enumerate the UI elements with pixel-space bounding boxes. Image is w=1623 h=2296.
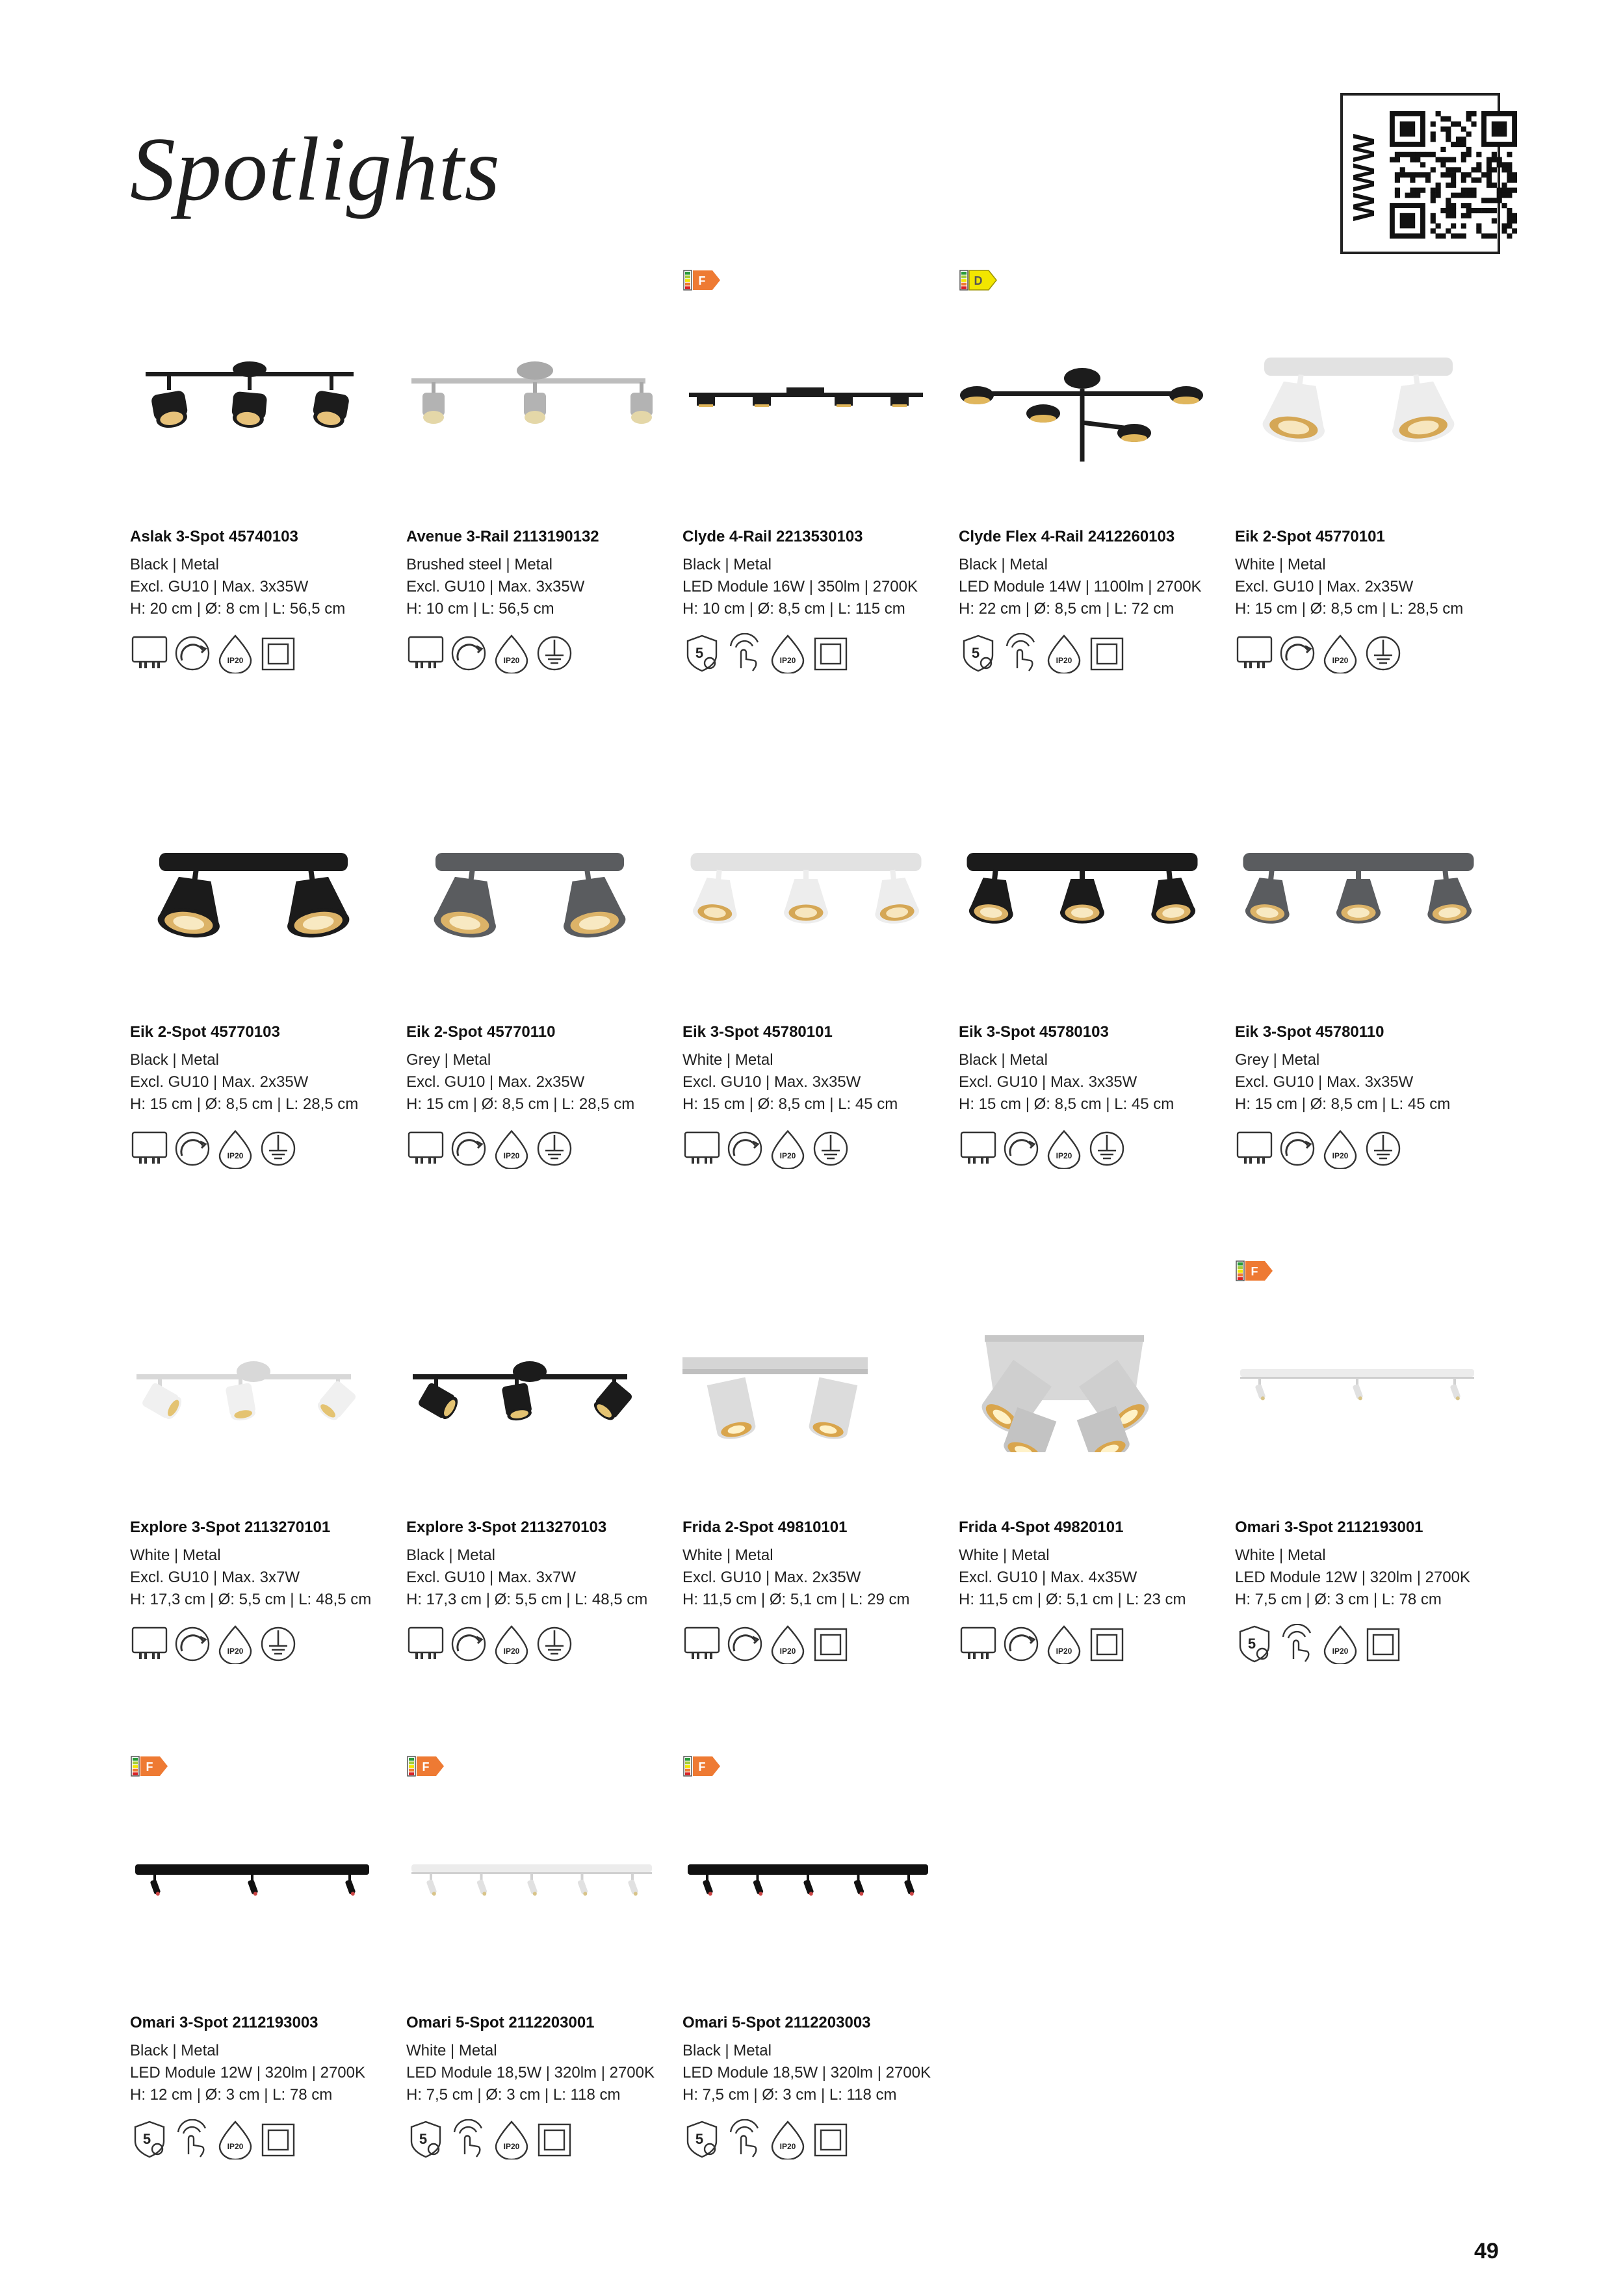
energy-badge [682,1755,760,1777]
gu10-bulb-icon [1235,1128,1274,1169]
spec-line: H: 12 cm | Ø: 3 cm | L: 78 cm [130,2086,333,2104]
product-specs [959,554,1202,620]
product-image[interactable] [130,332,377,462]
spec-line: Black | Metal [130,556,219,573]
product-name[interactable]: Frida 4-Spot 49820101 [959,1519,1124,1536]
spec-line: Grey | Metal [406,1051,491,1069]
svg-text:IP20: IP20 [1332,1151,1349,1160]
ip20-icon [492,633,531,673]
qr-code-box[interactable] [1340,93,1500,254]
warranty-5-icon [959,633,998,673]
spec-line: H: 15 cm | Ø: 8,5 cm | L: 45 cm [1235,1095,1451,1113]
product-image[interactable] [1235,827,1482,957]
fixture-drawing [130,1818,377,1948]
warranty-5-icon [682,633,721,673]
spec-line: Excl. GU10 | Max. 4x35W [959,1569,1137,1586]
spec-line: H: 17,3 cm | Ø: 5,5 cm | L: 48,5 cm [130,1591,372,1608]
svg-text:5: 5 [1247,1636,1256,1652]
spec-line: H: 7,5 cm | Ø: 3 cm | L: 118 cm [682,2086,897,2104]
product-image[interactable] [406,1818,653,1948]
class2-icon [1087,1624,1126,1664]
dimmer-icon [1278,633,1317,673]
svg-text:IP20: IP20 [227,2142,244,2151]
spec-line: Brushed steel | Metal [406,556,553,573]
www-label-box [1347,132,1381,222]
product-image[interactable] [682,827,929,957]
product-specs [406,1545,647,1611]
fixture-drawing [1235,332,1482,462]
dimmer-icon [449,1128,488,1169]
fixture-drawing [130,332,377,462]
www-label: WWW [1347,132,1381,222]
product-image[interactable] [406,1322,653,1452]
fixture-drawing [406,1322,653,1452]
fixture-drawing [406,1818,653,1948]
product-name[interactable]: Omari 5-Spot 2112203001 [406,2014,595,2031]
product-name[interactable]: Clyde 4-Rail 2213530103 [682,528,863,545]
product-name[interactable]: Omari 3-Spot 2112193003 [130,2014,318,2031]
svg-text:IP20: IP20 [503,2142,520,2151]
dimmer-icon [1002,1128,1041,1169]
spec-line: H: 20 cm | Ø: 8 cm | L: 56,5 cm [130,600,346,618]
product-specs [406,2040,655,2106]
spec-line: H: 15 cm | Ø: 8,5 cm | L: 28,5 cm [130,1095,359,1113]
energy-label-F [406,1755,484,1777]
spec-line: LED Module 12W | 320lm | 2700K [1235,1569,1470,1586]
svg-text:IP20: IP20 [779,1647,796,1656]
energy-badge [959,269,1037,291]
spec-line: Excl. GU10 | Max. 2x35W [682,1569,861,1586]
product-image[interactable] [682,332,929,462]
fixture-drawing [959,332,1206,462]
dimmer-icon [725,1624,764,1664]
spec-line: Excl. GU10 | Max. 3x35W [1235,1073,1414,1091]
spec-line: Excl. GU10 | Max. 2x35W [1235,578,1414,595]
earth-icon [535,1624,574,1664]
svg-text:D: D [974,274,983,287]
svg-text:F: F [698,274,706,287]
product-specs [682,2040,931,2106]
spec-line: Excl. GU10 | Max. 3x35W [406,578,585,595]
feature-icons [682,2119,850,2162]
gu10-bulb-icon [959,1624,998,1664]
gu10-bulb-icon [959,1128,998,1169]
feature-icons [130,1624,298,1667]
product-name[interactable]: Omari 3-Spot 2112193001 [1235,1519,1423,1536]
gu10-bulb-icon [406,633,445,673]
earth-icon [811,1128,850,1169]
ip20-icon [216,633,255,673]
touch-dim-icon [1002,633,1041,673]
spec-line: White | Metal [959,1546,1050,1564]
spec-line: Black | Metal [959,556,1048,573]
spec-line: White | Metal [130,1546,221,1564]
gu10-bulb-icon [682,1128,721,1169]
qr-code-icon [1390,111,1517,239]
feature-icons [959,1624,1126,1667]
earth-icon [1087,1128,1126,1169]
product-specs [1235,554,1463,620]
spec-line: Excl. GU10 | Max. 3x35W [130,578,309,595]
energy-label-F [1235,1260,1313,1282]
feature-icons [406,1128,574,1171]
touch-dim-icon [449,2119,488,2159]
touch-dim-icon [173,2119,212,2159]
energy-badge [1235,1260,1313,1282]
feature-icons [1235,633,1403,676]
svg-text:IP20: IP20 [503,1647,520,1656]
svg-text:F: F [698,1760,706,1773]
ip20-icon [768,633,807,673]
product-specs [406,1049,634,1115]
feature-icons [130,2119,298,2162]
gu10-bulb-icon [130,1128,169,1169]
feature-icons [406,2119,574,2162]
product-specs [130,1545,371,1611]
earth-icon [535,633,574,673]
touch-dim-icon [1278,1624,1317,1664]
spec-line: White | Metal [682,1546,773,1564]
earth-icon [535,1128,574,1169]
class2-icon [811,1624,850,1664]
ip20-icon [1321,1624,1360,1664]
dimmer-icon [173,1624,212,1664]
svg-text:5: 5 [695,645,704,661]
spec-line: Excl. GU10 | Max. 3x35W [959,1073,1137,1091]
spec-line: Excl. GU10 | Max. 2x35W [130,1073,309,1091]
feature-icons [682,1624,850,1667]
fixture-drawing [130,1322,377,1452]
product-name[interactable]: Explore 3-Spot 2113270101 [130,1519,331,1536]
spec-line: H: 15 cm | Ø: 8,5 cm | L: 28,5 cm [406,1095,635,1113]
warranty-5-icon [130,2119,169,2159]
svg-text:5: 5 [419,2131,428,2147]
fixture-drawing [682,332,929,462]
gu10-bulb-icon [682,1624,721,1664]
energy-label-F [682,269,760,291]
feature-icons [130,633,298,676]
earth-icon [259,1128,298,1169]
product-name[interactable]: Avenue 3-Rail 2113190132 [406,528,599,545]
svg-text:IP20: IP20 [779,2142,796,2151]
ip20-icon [1321,1128,1360,1169]
spec-line: Black | Metal [130,1051,219,1069]
warranty-5-icon [406,2119,445,2159]
ip20-icon [768,2119,807,2159]
product-image[interactable] [406,827,653,957]
spec-line: Excl. GU10 | Max. 3x35W [682,1073,861,1091]
fixture-drawing [682,1322,929,1452]
product-name[interactable]: Eik 2-Spot 45770103 [130,1023,280,1041]
product-image[interactable] [959,332,1206,462]
fixture-drawing [959,1322,1206,1452]
svg-text:IP20: IP20 [1056,656,1072,665]
feature-icons [682,1128,850,1171]
feature-icons [1235,1128,1403,1171]
spec-line: H: 15 cm | Ø: 8,5 cm | L: 45 cm [682,1095,898,1113]
ip20-icon [216,1624,255,1664]
ip20-icon [768,1128,807,1169]
class2-icon [811,633,850,673]
product-specs [682,1545,909,1611]
spec-line: Black | Metal [682,556,772,573]
spec-line: Excl. GU10 | Max. 2x35W [406,1073,585,1091]
spec-line: LED Module 18,5W | 320lm | 2700K [406,2064,655,2081]
spec-line: LED Module 12W | 320lm | 2700K [130,2064,365,2081]
svg-text:5: 5 [142,2131,151,2147]
fixture-drawing [406,332,653,462]
product-image[interactable] [1235,1322,1482,1452]
svg-text:5: 5 [971,645,980,661]
ip20-icon [216,2119,255,2159]
spec-line: H: 7,5 cm | Ø: 3 cm | L: 78 cm [1235,1591,1442,1608]
product-specs [130,2040,365,2106]
gu10-bulb-icon [130,1624,169,1664]
earth-icon [1364,1128,1403,1169]
svg-text:IP20: IP20 [503,1151,520,1160]
product-specs [1235,1545,1470,1611]
dimmer-icon [1278,1128,1317,1169]
svg-text:5: 5 [695,2131,704,2147]
spec-line: H: 11,5 cm | Ø: 5,1 cm | L: 29 cm [682,1591,910,1608]
spec-line: H: 22 cm | Ø: 8,5 cm | L: 72 cm [959,600,1175,618]
spec-line: H: 15 cm | Ø: 8,5 cm | L: 28,5 cm [1235,600,1464,618]
ip20-icon [1321,633,1360,673]
product-name[interactable]: Clyde Flex 4-Rail 2412260103 [959,528,1175,545]
fixture-drawing [130,827,377,957]
svg-text:IP20: IP20 [227,656,244,665]
class2-icon [811,2119,850,2159]
product-name[interactable]: Eik 3-Spot 45780103 [959,1023,1109,1041]
class2-icon [535,2119,574,2159]
svg-text:IP20: IP20 [1332,1647,1349,1656]
class2-icon [1087,633,1126,673]
product-name[interactable]: Frida 2-Spot 49810101 [682,1519,848,1536]
spec-line: White | Metal [1235,1546,1326,1564]
product-specs [682,1049,898,1115]
spec-line: White | Metal [682,1051,773,1069]
svg-text:IP20: IP20 [1056,1647,1072,1656]
product-specs [130,554,345,620]
feature-icons [1235,1624,1403,1667]
svg-text:IP20: IP20 [779,1151,796,1160]
product-specs [959,1545,1186,1611]
warranty-5-icon [1235,1624,1274,1664]
svg-text:IP20: IP20 [779,656,796,665]
fixture-drawing [959,827,1206,957]
dimmer-icon [725,1128,764,1169]
feature-icons [682,633,850,676]
svg-text:F: F [1251,1265,1258,1278]
product-image[interactable] [682,1818,929,1948]
spec-line: H: 7,5 cm | Ø: 3 cm | L: 118 cm [406,2086,621,2104]
product-specs [1235,1049,1450,1115]
page-title: Spotlights [130,119,501,220]
ip20-icon [1045,1624,1084,1664]
touch-dim-icon [725,2119,764,2159]
product-image[interactable] [959,827,1206,957]
spec-line: White | Metal [406,2042,497,2059]
energy-label-D [959,269,1037,291]
ip20-icon [1045,1128,1084,1169]
feature-icons [959,633,1126,676]
spec-line: LED Module 16W | 350lm | 2700K [682,578,918,595]
product-specs [682,554,918,620]
product-name[interactable]: Explore 3-Spot 2113270103 [406,1519,607,1536]
ip20-icon [1045,633,1084,673]
svg-text:IP20: IP20 [227,1647,244,1656]
fixture-drawing [682,827,929,957]
dimmer-icon [173,633,212,673]
svg-text:IP20: IP20 [1332,656,1349,665]
touch-dim-icon [725,633,764,673]
product-image[interactable] [130,827,377,957]
gu10-bulb-icon [406,1624,445,1664]
fixture-drawing [406,827,653,957]
product-specs [130,1049,358,1115]
gu10-bulb-icon [1235,633,1274,673]
energy-label-F [130,1755,208,1777]
spec-line: H: 17,3 cm | Ø: 5,5 cm | L: 48,5 cm [406,1591,648,1608]
product-name[interactable]: Eik 2-Spot 45770101 [1235,528,1385,545]
svg-text:F: F [422,1760,430,1773]
spec-line: H: 11,5 cm | Ø: 5,1 cm | L: 23 cm [959,1591,1186,1608]
spec-line: H: 15 cm | Ø: 8,5 cm | L: 45 cm [959,1095,1175,1113]
spec-line: Black | Metal [682,2042,772,2059]
energy-badge [406,1755,484,1777]
spec-line: Black | Metal [959,1051,1048,1069]
feature-icons [406,1624,574,1667]
product-name[interactable]: Eik 3-Spot 45780101 [682,1023,833,1041]
ip20-icon [492,1624,531,1664]
fixture-drawing [1235,1322,1482,1452]
warranty-5-icon [682,2119,721,2159]
product-image[interactable] [130,1322,377,1452]
page-number: 49 [1474,2239,1499,2263]
feature-icons [406,633,574,676]
dimmer-icon [1002,1624,1041,1664]
feature-icons [130,1128,298,1171]
spec-line: White | Metal [1235,556,1326,573]
product-specs [959,1049,1174,1115]
svg-text:IP20: IP20 [503,656,520,665]
svg-text:F: F [146,1760,153,1773]
energy-badge [682,269,760,291]
spec-line: Grey | Metal [1235,1051,1320,1069]
ip20-icon [492,2119,531,2159]
product-name[interactable]: Eik 3-Spot 45780110 [1235,1023,1384,1041]
earth-icon [1364,633,1403,673]
earth-icon [259,1624,298,1664]
fixture-drawing [1235,827,1482,957]
spec-line: H: 10 cm | L: 56,5 cm [406,600,554,618]
gu10-bulb-icon [130,633,169,673]
spec-line: LED Module 14W | 1100lm | 2700K [959,578,1202,595]
dimmer-icon [173,1128,212,1169]
ip20-icon [216,1128,255,1169]
class2-icon [1364,1624,1403,1664]
ip20-icon [492,1128,531,1169]
product-image[interactable] [130,1818,377,1948]
product-name[interactable]: Eik 2-Spot 45770110 [406,1023,556,1041]
feature-icons [959,1128,1126,1171]
spec-line: Black | Metal [130,2042,219,2059]
product-name[interactable]: Omari 5-Spot 2112203003 [682,2014,871,2031]
product-image[interactable] [682,1322,929,1452]
dimmer-icon [449,1624,488,1664]
spec-line: Excl. GU10 | Max. 3x7W [406,1569,576,1586]
svg-text:IP20: IP20 [1056,1151,1072,1160]
product-name[interactable]: Aslak 3-Spot 45740103 [130,528,298,545]
class2-icon [259,633,298,673]
product-image[interactable] [959,1322,1206,1452]
product-specs [406,554,584,620]
energy-label-F [682,1755,760,1777]
svg-text:IP20: IP20 [227,1151,244,1160]
energy-badge [130,1755,208,1777]
dimmer-icon [449,633,488,673]
product-image[interactable] [406,332,653,462]
gu10-bulb-icon [406,1128,445,1169]
class2-icon [259,2119,298,2159]
spec-line: H: 10 cm | Ø: 8,5 cm | L: 115 cm [682,600,905,618]
spec-line: LED Module 18,5W | 320lm | 2700K [682,2064,931,2081]
spec-line: Excl. GU10 | Max. 3x7W [130,1569,300,1586]
fixture-drawing [682,1818,929,1948]
spec-line: Black | Metal [406,1546,495,1564]
product-image[interactable] [1235,332,1482,462]
ip20-icon [768,1624,807,1664]
